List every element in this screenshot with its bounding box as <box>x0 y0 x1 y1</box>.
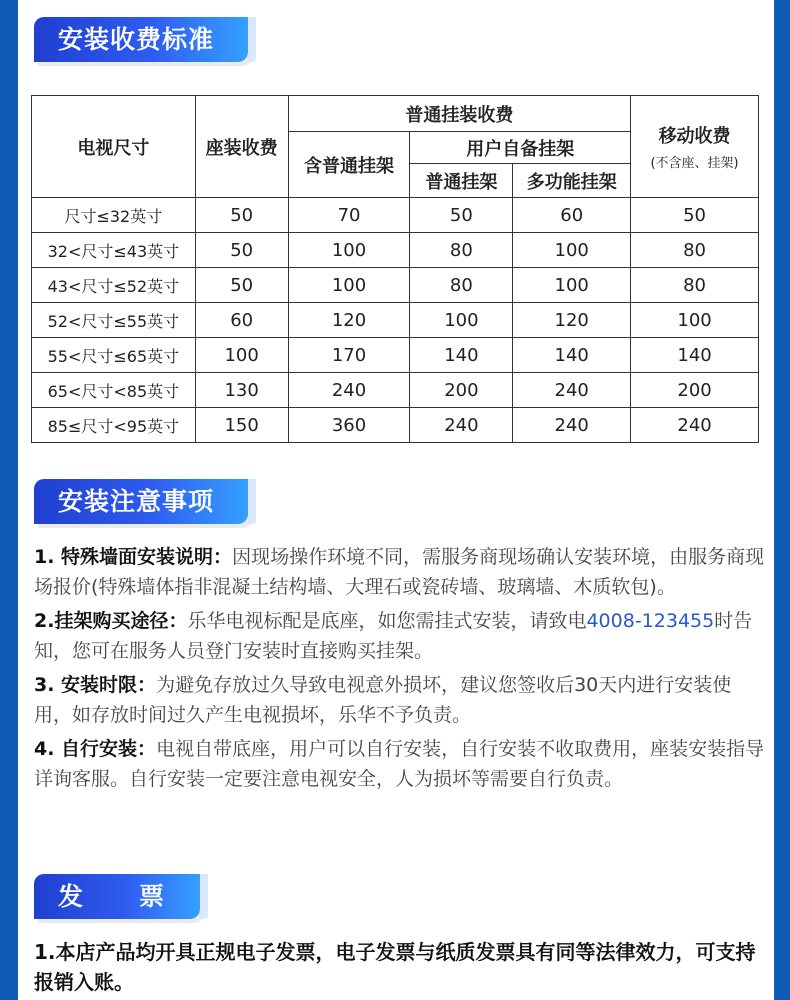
cell-size: 尺寸≤32英寸 <box>32 198 196 233</box>
table-row <box>32 408 759 443</box>
note-item <box>34 606 768 666</box>
install-notes <box>34 542 768 798</box>
cell-value: 120 <box>288 303 410 338</box>
note-key: 4. 自行安装： <box>34 738 157 760</box>
cell-size: 43<尺寸≤52英寸 <box>32 268 196 303</box>
cell-value: 200 <box>410 373 513 408</box>
table-row <box>32 303 759 338</box>
service-phone-number: 4008-123455 <box>586 610 715 632</box>
section-title-text: 票 <box>139 882 166 911</box>
note-key: 1. 特殊墙面安装说明： <box>34 546 233 568</box>
cell-value: 140 <box>513 338 631 373</box>
section-title-install-notes <box>34 479 248 524</box>
note-key: 3. 安装时限： <box>34 674 157 696</box>
header-wall-fee: 普通挂装收费 <box>288 96 631 132</box>
cell-value: 60 <box>195 303 288 338</box>
cell-value: 50 <box>195 198 288 233</box>
table-row <box>32 338 759 373</box>
cell-value: 200 <box>631 373 759 408</box>
section-title-invoice <box>34 874 200 919</box>
cell-value: 170 <box>288 338 410 373</box>
cell-value: 80 <box>410 233 513 268</box>
cell-value: 60 <box>513 198 631 233</box>
section-title-install-fees <box>34 17 248 62</box>
header-wall-own: 用户自备挂架 <box>410 132 631 164</box>
cell-value: 50 <box>410 198 513 233</box>
header-seat-fee: 座装收费 <box>195 96 288 198</box>
section-title-text: 安装收费标准 <box>58 25 215 54</box>
note-text: 时告知，您可在服务人员登门安装时直接购买挂架。 <box>34 610 753 662</box>
cell-value: 240 <box>288 373 410 408</box>
install-fee-table <box>31 95 759 443</box>
cell-value: 80 <box>631 268 759 303</box>
cell-value: 140 <box>631 338 759 373</box>
header-size: 电视尺寸 <box>32 96 196 198</box>
cell-value: 240 <box>631 408 759 443</box>
cell-value: 70 <box>288 198 410 233</box>
cell-value: 240 <box>513 408 631 443</box>
cell-size: 55<尺寸≤65英寸 <box>32 338 196 373</box>
cell-value: 140 <box>410 338 513 373</box>
cell-value: 80 <box>631 233 759 268</box>
cell-value: 240 <box>410 408 513 443</box>
cell-value: 100 <box>195 338 288 373</box>
cell-size: 32<尺寸≤43英寸 <box>32 233 196 268</box>
table-row <box>32 233 759 268</box>
cell-size: 65<尺寸<85英寸 <box>32 373 196 408</box>
table-row <box>32 198 759 233</box>
cell-size: 52<尺寸≤55英寸 <box>32 303 196 338</box>
cell-value: 100 <box>288 268 410 303</box>
note-text: 为避免存放过久导致电视意外损坏，建议您签收后30天内进行安装使用，如存放时间过久产生电视损坏，乐华不予负责。 <box>34 674 732 726</box>
cell-value: 150 <box>195 408 288 443</box>
header-move-fee <box>631 96 759 198</box>
cell-value: 100 <box>513 233 631 268</box>
note-text: 电视自带底座，用户可以自行安装，自行安装不收取费用，座装安装指导详询客服。自行安装一定要注意电视安全，人为损坏等需要自行负责。 <box>34 738 765 790</box>
note-text: 因现场操作环境不同，需服务商现场确认安装环境，由服务商现场报价(特殊墙体指非混凝土结构墙、大理石或瓷砖墙、玻璃墙、木质软包)。 <box>34 546 765 598</box>
cell-value: 80 <box>410 268 513 303</box>
note-text: 乐华电视标配是底座，如您需挂式安装，请致电 <box>187 610 587 632</box>
section-title-text: 安装注意事项 <box>58 487 215 516</box>
cell-value: 360 <box>288 408 410 443</box>
cell-value: 130 <box>195 373 288 408</box>
cell-value: 120 <box>513 303 631 338</box>
cell-value: 50 <box>195 268 288 303</box>
cell-size: 85≤尺寸<95英寸 <box>32 408 196 443</box>
header-move-label: 移动收费 <box>658 126 731 147</box>
cell-value: 100 <box>631 303 759 338</box>
header-move-note: (不含座、挂架) <box>650 156 739 171</box>
cell-value: 100 <box>288 233 410 268</box>
note-item <box>34 542 768 602</box>
section-title-text: 发 <box>58 882 85 911</box>
cell-value: 100 <box>513 268 631 303</box>
cell-value: 100 <box>410 303 513 338</box>
cell-value: 50 <box>195 233 288 268</box>
header-wall-own-multi: 多功能挂架 <box>513 164 631 198</box>
header-wall-standard: 含普通挂架 <box>288 132 410 198</box>
note-key: 2.挂架购买途径： <box>34 610 188 632</box>
note-item <box>34 670 768 730</box>
cell-value: 50 <box>631 198 759 233</box>
cell-value: 240 <box>513 373 631 408</box>
table-row <box>32 268 759 303</box>
invoice-text: 1.本店产品均开具正规电子发票，电子发票与纸质发票具有同等法律效力，可支持报销入账。 <box>34 940 756 994</box>
table-row <box>32 373 759 408</box>
note-item <box>34 734 768 794</box>
header-wall-own-standard: 普通挂架 <box>410 164 513 198</box>
